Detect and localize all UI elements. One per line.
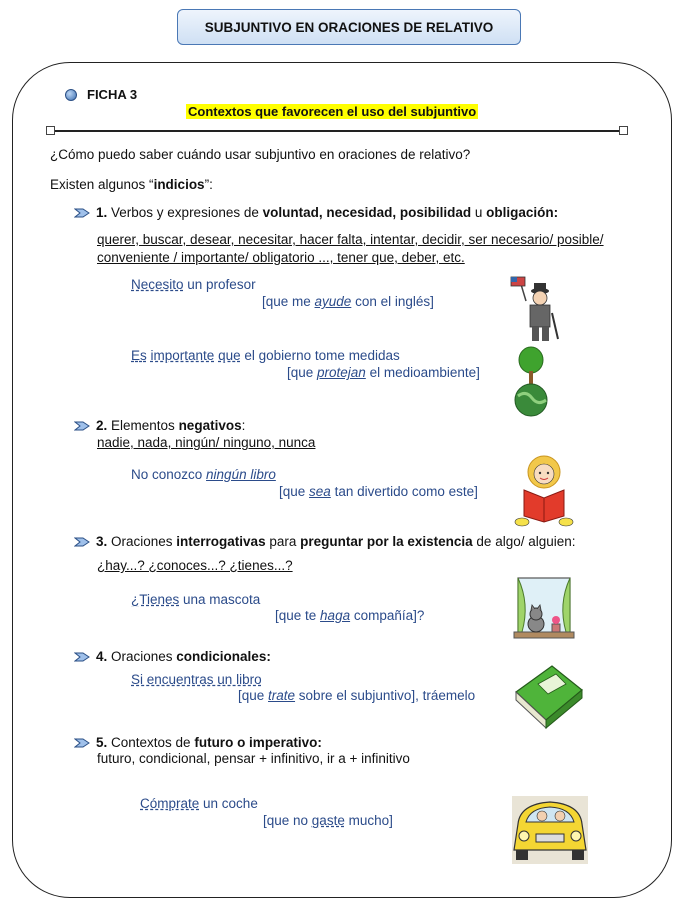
section-3-heading: 3. Oraciones interrogativas para preguntar por la existencia de algo/ alguien: (74, 534, 576, 549)
green-book-illustration (512, 662, 586, 732)
example-1a: Necesito un profesor (131, 277, 256, 292)
cat-window-illustration (512, 574, 576, 640)
ficha-label (65, 87, 137, 102)
ficha-text: FICHA 3 (87, 87, 138, 102)
example-3a: No conozco ningún libro (131, 467, 276, 482)
page-title: SUBJUNTIVO EN ORACIONES DE RELATIVO (177, 9, 521, 45)
bullet-dot-icon (65, 89, 77, 101)
intro-text: Existen algunos “indicios”: (50, 177, 213, 192)
section-1-heading: 1. Verbos y expresiones de voluntad, necesidad, posibilidad u obligación: (74, 205, 558, 220)
girl-reading-illustration (510, 450, 578, 530)
old-man-illustration (508, 273, 564, 345)
example-6b: [que no gaste mucho] (263, 813, 393, 828)
example-3b: [que sea tan divertido como este] (279, 484, 478, 499)
arrow-bullet-icon (74, 421, 90, 431)
tree-globe-illustration (508, 346, 554, 418)
section-2-heading: 2. Elementos negativos: (74, 418, 245, 433)
example-4a: ¿Tienes una mascota (131, 592, 261, 607)
section-2-list: nadie, nada, ningún/ ninguno, nunca (97, 435, 316, 450)
section-1-list-2: conveniente / importante/ obligatorio ..., tener que, deber, etc. (97, 250, 465, 265)
divider-handle-left (46, 126, 55, 135)
yellow-car-illustration (510, 794, 590, 866)
section-4-heading: 4. Oraciones condicionales: (74, 649, 271, 664)
arrow-bullet-icon (74, 652, 90, 662)
section-1-list-1: querer, buscar, desear, necesitar, hacer falta, intentar, decidir, ser necesario/ posible/ (97, 232, 604, 247)
divider-line (51, 130, 623, 132)
section-5-list: futuro, condicional, pensar + infinitivo, ir a + infinitivo (97, 751, 410, 766)
example-5a: Si encuentras un libro (131, 672, 262, 687)
example-2a: Es importante que el gobierno tome medidas (131, 348, 400, 363)
subtitle: Contextos que favorecen el uso del subjuntivo (188, 104, 477, 119)
section-5-heading: 5. Contextos de futuro o imperativo: (74, 735, 322, 750)
example-6a: Cómprate un coche (140, 796, 258, 811)
example-2b: [que protejan el medioambiente] (287, 365, 480, 380)
example-1b: [que me ayude con el inglés] (262, 294, 434, 309)
arrow-bullet-icon (74, 208, 90, 218)
arrow-bullet-icon (74, 738, 90, 748)
question-text: ¿Cómo puedo saber cuándo usar subjuntivo en oraciones de relativo? (50, 147, 471, 162)
example-4b: [que te haga compañía]? (275, 608, 425, 623)
section-3-list: ¿hay...? ¿conoces...? ¿tienes...? (97, 558, 293, 573)
arrow-bullet-icon (74, 537, 90, 547)
divider-handle-right (619, 126, 628, 135)
example-5b: [que trate sobre el subjuntivo], tráemelo (238, 688, 476, 703)
